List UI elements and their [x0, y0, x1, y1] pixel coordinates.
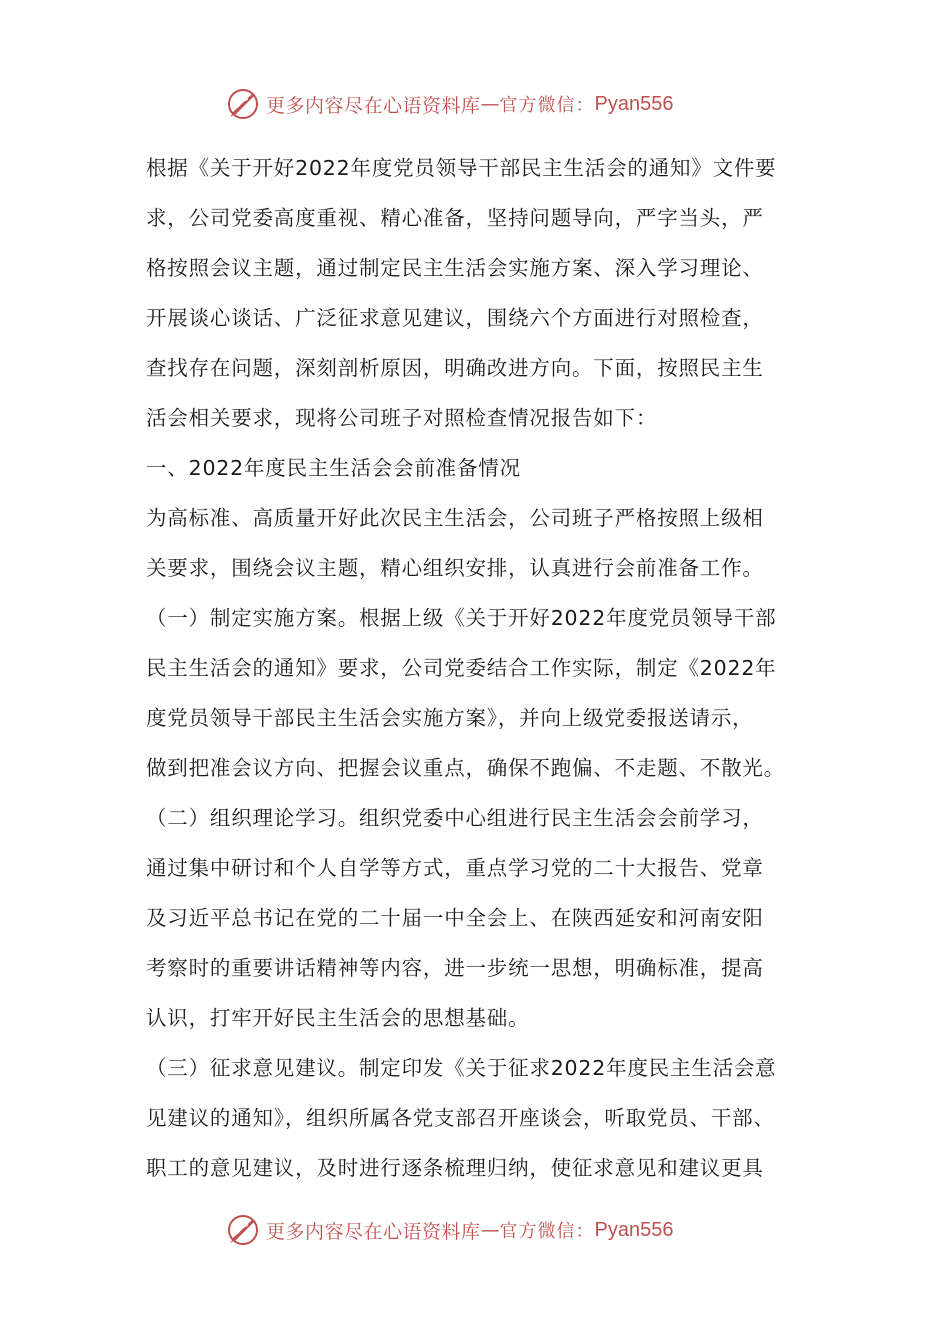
text-line: 认识，打牢开好民主生活会的思想基础。 [146, 1006, 530, 1030]
watermark-wechat-id: Pyan556 [594, 92, 674, 115]
text-line: 职工的意见建议，及时进行逐条梳理归纳，使征求意见和建议更具 [146, 1156, 764, 1180]
watermark-official-label: 官方微信： [499, 1221, 595, 1242]
text-line: 及习近平总书记在党的二十届一中全会上、在陕西延安和河南安阳 [146, 906, 764, 930]
document-body [146, 150, 836, 1200]
text-line: 民主生活会的通知》要求，公司党委结合工作实际，制定《2022年 [146, 656, 777, 680]
text-line: 做到把准会议方向、把握会议重点，确保不跑偏、不走题、不散光。 [146, 756, 785, 780]
watermark-dash: — [480, 93, 500, 115]
header-watermark [226, 86, 673, 122]
text-line: 关要求，围绕会议主题，精心组织安排，认真进行会前准备工作。 [146, 556, 764, 580]
text-line: （三）征求意见建议。制定印发《关于征求2022年度民主生活会意 [146, 1056, 777, 1080]
text-line: 为高标准、高质量开好此次民主生活会，公司班子严格按照上级相 [146, 506, 764, 530]
footer-watermark [226, 1212, 673, 1248]
text-line: 开展谈心谈话、广泛征求意见建议，围绕六个方面进行对照检查， [146, 306, 764, 330]
pen-logo-icon [226, 1213, 260, 1247]
text-line: 求，公司党委高度重视、精心准备，坚持问题导向，严字当头，严 [146, 206, 764, 230]
watermark-dash: — [480, 1219, 500, 1241]
watermark-official-label: 官方微信： [499, 95, 595, 116]
text-line: 见建议的通知》，组织所属各党支部召开座谈会，听取党员、干部、 [146, 1106, 775, 1130]
text-line: 度党员领导干部民主生活会实施方案》，并向上级党委报送请示， [146, 706, 754, 730]
watermark-brand-text: 更多内容尽在心语资料库 [266, 1220, 481, 1243]
watermark-wechat-id: Pyan556 [594, 1218, 674, 1241]
watermark-brand-text: 更多内容尽在心语资料库 [266, 94, 481, 117]
text-line: 格按照会议主题，通过制定民主生活会实施方案、深入学习理论、 [146, 256, 764, 280]
text-line: 通过集中研讨和个人自学等方式，重点学习党的二十大报告、党章 [146, 856, 764, 880]
text-line: （一）制定实施方案。根据上级《关于开好2022年度党员领导干部 [146, 606, 777, 630]
text-line: （二）组织理论学习。组织党委中心组进行民主生活会会前学习， [146, 806, 764, 830]
pen-logo-icon [226, 87, 260, 121]
text-line: 查找存在问题，深刻剖析原因，明确改进方向。下面，按照民主生 [146, 356, 764, 380]
section-heading: 一、2022年度民主生活会会前准备情况 [146, 456, 521, 480]
text-line: 活会相关要求，现将公司班子对照检查情况报告如下： [146, 406, 658, 430]
text-line: 根据《关于开好2022年度党员领导干部民主生活会的通知》文件要 [146, 156, 777, 180]
text-line: 考察时的重要讲话精神等内容，进一步统一思想，明确标准，提高 [146, 956, 764, 980]
